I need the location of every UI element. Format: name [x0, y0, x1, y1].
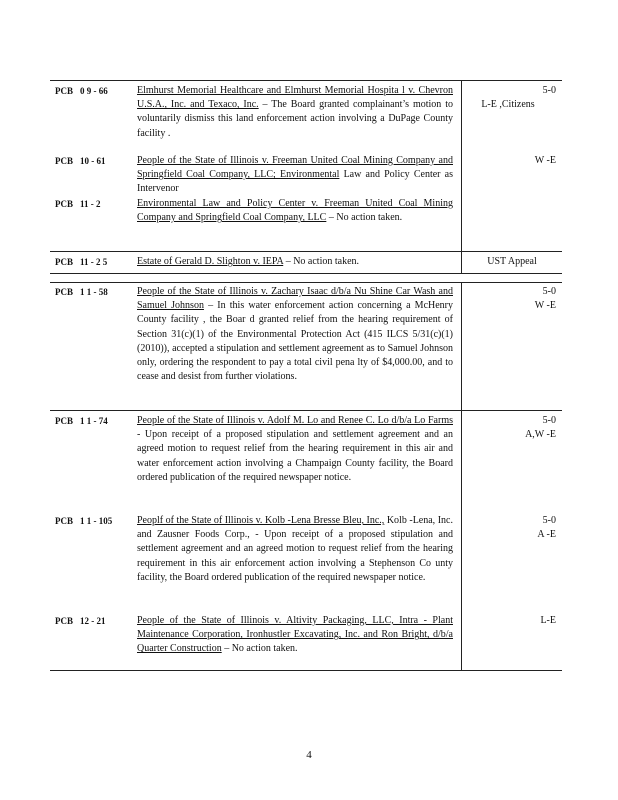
table-bottom-rule	[50, 670, 562, 671]
vote-line: L-E ,Citizens	[481, 99, 535, 111]
case-text: Kolb -Lena, Inc. and Zausner Foods Corp., - Upon receipt of a proposed stipulation and settlement agreement and an agreed motion to request relief from the hearing requirement in this air enforcement action involving a Stephenson Co unty facility, the Board ordered publication of the required newspaper notice.	[137, 515, 453, 583]
case-text: - Upon receipt of a proposed stipulation and settlement agreement and an agreed motion to request relief from the hearing requirement in this air and water enforcement action involving a Champaign County facility, the Board ordered publication of the required newspaper notice.	[137, 429, 453, 483]
case-type: PCB	[55, 156, 73, 166]
case-entry	[50, 84, 562, 144]
vote-column	[462, 255, 562, 269]
case-title: Elmhurst Memorial Healthcare and Elmhurst Memorial Hospita l v. Chevron U.S.A., Inc. and Texaco, Inc.	[137, 85, 453, 111]
vote-line: W -E	[534, 300, 556, 312]
case-entry	[50, 414, 562, 504]
vote-line: 5-0	[542, 415, 556, 426]
case-type: PCB	[55, 516, 73, 526]
case-type: PCB	[55, 257, 73, 267]
case-entry	[50, 285, 562, 405]
case-number: 1 1 - 74	[80, 416, 108, 426]
case-number: 10 - 61	[80, 156, 106, 166]
row-divider	[50, 410, 562, 411]
page-number: 4	[306, 749, 312, 761]
vote-line: UST Appeal	[487, 256, 537, 267]
case-text: – No action taken.	[283, 256, 360, 267]
case-text: – In this water enforcement action concerning a McHenry County facility , the Boar d granted relief from the hearing requirement of Section 31(c)(1) of the Environmental Protection Act (415 ILCS 5/31(c)(1) (2010)), accepted a stipulation and settlement agreement as to Samuel Johnson only, ordering the respondent to pay a total civil pena lty of $4,000.00, and to cease and desist from further violations.	[137, 300, 454, 383]
vote-line: 5-0	[542, 515, 556, 526]
case-entry	[50, 255, 562, 271]
case-title: People of the State of Illinois v. Altivity Packaging, LLC, Intra - Plant Maintenance Corporation, Ironhustler Excavating, Inc. and Ron Bright, d/b/a Quarter Construction	[137, 615, 453, 655]
case-title: Peoplf of the State of Illinois v. Kolb -Lena Bresse Bleu, Inc.,	[137, 515, 385, 526]
vote-line: 5-0	[542, 286, 556, 297]
case-number: 1 1 - 58	[80, 287, 108, 297]
row-divider	[50, 282, 562, 283]
case-number: 1 1 - 105	[80, 516, 113, 526]
case-type: PCB	[55, 86, 73, 96]
case-title: Environmental Law and Policy Center v. Freeman United Coal Mining Company and Springfield Coal Company, LLC	[137, 198, 453, 224]
case-description	[137, 197, 453, 225]
case-type: PCB	[55, 616, 73, 626]
case-number: 12 - 21	[80, 616, 106, 626]
case-type: PCB	[55, 199, 73, 209]
case-description	[137, 255, 453, 269]
case-type: PCB	[55, 416, 73, 426]
vote-line: A -E	[537, 529, 556, 541]
case-number: 0 9 - 66	[80, 86, 108, 96]
vote-column	[460, 285, 556, 313]
case-title: Estate of Gerald D. Slighton v. IEPA	[137, 256, 284, 267]
case-entry	[50, 154, 562, 194]
case-title: People of the State of Illinois v. Adolf M. Lo and Renee C. Lo d/b/a Lo Farms	[137, 415, 453, 426]
vote-line: 5-0	[542, 85, 556, 96]
case-title: People of the State of Illinois v. Zachary Isaac d/b/a Nu Shine Car Wash and Samuel Johnson	[137, 286, 453, 312]
case-text: – No action taken.	[221, 643, 298, 655]
case-entry	[50, 197, 562, 241]
vote-line: L-E	[540, 615, 556, 626]
table-top-rule	[50, 80, 562, 81]
case-text: – No action taken.	[326, 212, 403, 224]
case-description	[137, 154, 453, 197]
case-entry	[50, 614, 562, 660]
case-number: 11 - 2	[80, 199, 101, 209]
case-text: – The Board granted complainant’s motion to voluntarily dismiss this land enforcement action involving a DuPage County facility .	[137, 99, 453, 139]
case-title: People of the State of Illinois v. Freeman United Coal Mining Company and Springfield Coal Company, LLC; Environmental	[137, 155, 453, 181]
vote-column	[460, 514, 556, 542]
case-text: Law and Policy Center as Intervenor	[137, 169, 454, 195]
vote-column	[460, 614, 556, 628]
case-entry	[50, 514, 562, 604]
row-divider	[50, 251, 562, 252]
case-description	[137, 285, 453, 384]
row-divider	[50, 273, 562, 274]
vote-column	[460, 84, 556, 112]
vote-column	[460, 414, 556, 442]
vote-column	[460, 154, 556, 168]
vote-line: W -E	[534, 155, 556, 166]
case-type: PCB	[55, 287, 73, 297]
case-description	[137, 514, 453, 585]
case-description	[137, 614, 453, 657]
case-description	[137, 84, 453, 141]
case-description	[137, 414, 453, 485]
vote-line: A,W -E	[525, 429, 556, 441]
case-number: 11 - 2 5	[80, 257, 108, 267]
